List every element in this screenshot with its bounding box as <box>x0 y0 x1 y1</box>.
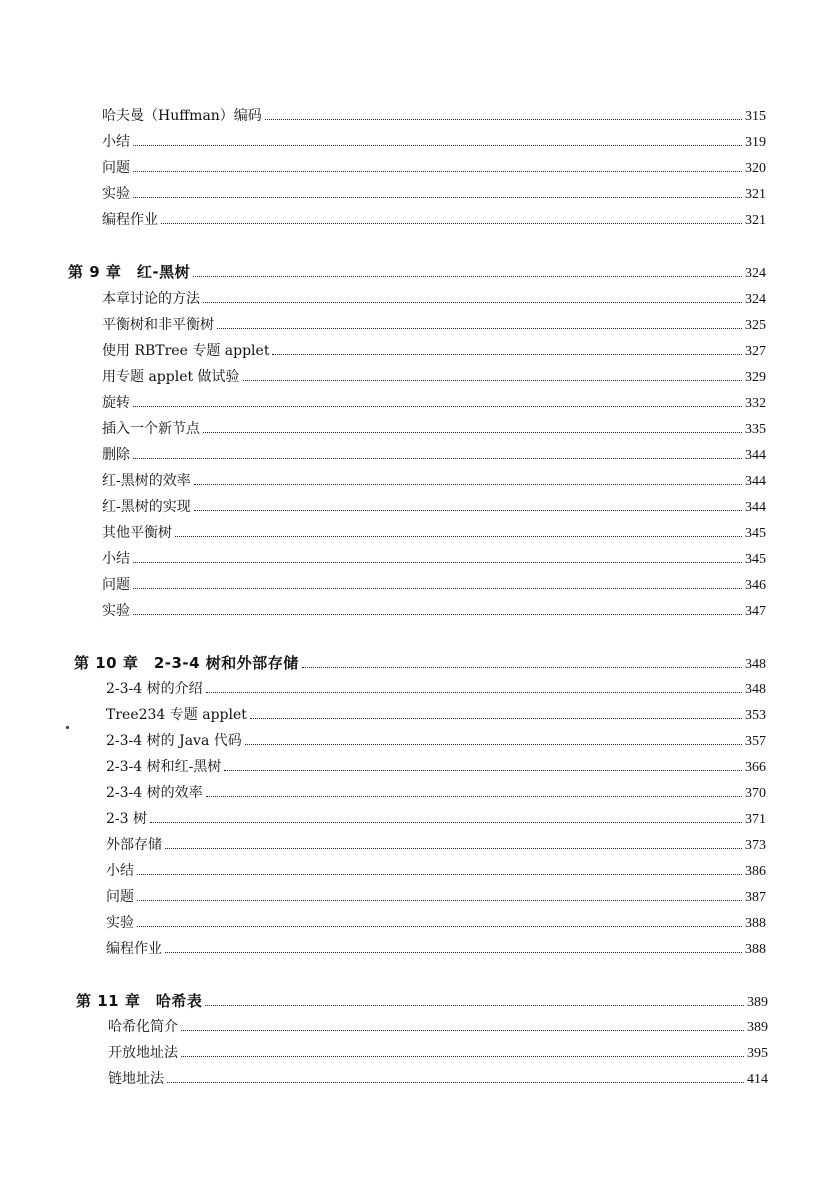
toc-entry <box>102 211 766 230</box>
toc-entry-title: 小结 <box>102 551 130 567</box>
dot-leader <box>133 562 742 563</box>
chapter-heading <box>76 992 768 1012</box>
toc-entry <box>102 107 766 126</box>
dot-leader <box>243 380 742 381</box>
toc-entry <box>102 472 766 491</box>
dot-leader <box>193 276 742 277</box>
toc-entry-title: 外部存储 <box>106 837 162 853</box>
dot-leader <box>250 718 742 719</box>
dot-leader <box>224 770 742 771</box>
toc-entry-title: 实验 <box>102 603 130 619</box>
toc-entry-title: 编程作业 <box>106 941 162 957</box>
toc-entry <box>108 1044 768 1063</box>
toc-entry-page: 395 <box>747 1046 768 1061</box>
dot-leader <box>133 145 742 146</box>
toc-entry-page: 366 <box>745 760 766 775</box>
toc-entry <box>106 758 766 777</box>
toc-entry-title: 2-3-4 树的 Java 代码 <box>106 733 242 749</box>
toc-entry-page: 321 <box>745 213 766 228</box>
toc-entry <box>106 732 766 751</box>
toc-entry-title: 旋转 <box>102 395 130 411</box>
dot-leader <box>167 1082 744 1083</box>
scan-speck <box>66 726 69 729</box>
dot-leader <box>302 667 742 668</box>
toc-entry <box>106 862 766 881</box>
toc-entry-page: 370 <box>745 786 766 801</box>
toc-entry-page: 357 <box>745 734 766 749</box>
dot-leader <box>133 406 742 407</box>
dot-leader <box>165 848 742 849</box>
toc-entry <box>106 836 766 855</box>
toc-entry-title: 问题 <box>102 577 130 593</box>
toc-entry-title: 删除 <box>102 447 130 463</box>
dot-leader <box>206 692 742 693</box>
toc-entry-page: 327 <box>745 344 766 359</box>
dot-leader <box>133 588 742 589</box>
toc-entry-title: 用专题 applet 做试验 <box>102 369 240 385</box>
dot-leader <box>206 796 742 797</box>
toc-entry <box>102 185 766 204</box>
chapter-page: 389 <box>747 995 768 1010</box>
toc-entry-page: 335 <box>745 422 766 437</box>
toc-entry-title: 其他平衡树 <box>102 525 172 541</box>
toc-entry-page: 345 <box>745 552 766 567</box>
dot-leader <box>203 432 742 433</box>
chapter-page: 348 <box>745 657 766 672</box>
toc-entry <box>102 290 766 309</box>
dot-leader <box>194 484 742 485</box>
toc-entry <box>102 394 766 413</box>
toc-entry-page: 388 <box>745 942 766 957</box>
toc-entry-page: 346 <box>745 578 766 593</box>
toc-entry-title: 插入一个新节点 <box>102 421 200 437</box>
toc-entry-page: 353 <box>745 708 766 723</box>
toc-entry <box>106 940 766 959</box>
dot-leader <box>181 1030 744 1031</box>
toc-entry-page: 315 <box>745 109 766 124</box>
toc-entry-page: 325 <box>745 318 766 333</box>
toc-entry-page: 344 <box>745 448 766 463</box>
toc-entry-title: 开放地址法 <box>108 1045 178 1061</box>
dot-leader <box>137 900 742 901</box>
chapter-title: 第 11 章 哈希表 <box>76 992 203 1010</box>
toc-entry-title: Tree234 专题 applet <box>106 707 247 723</box>
toc-entry-page: 348 <box>745 682 766 697</box>
toc-entry-page: 387 <box>745 890 766 905</box>
toc-entry-page: 332 <box>745 396 766 411</box>
toc-entry-title: 哈希化简介 <box>108 1019 178 1035</box>
toc-entry <box>106 914 766 933</box>
toc-entry-page: 324 <box>745 292 766 307</box>
dot-leader <box>137 874 742 875</box>
dot-leader <box>150 822 742 823</box>
toc-entry-page: 344 <box>745 474 766 489</box>
dot-leader <box>175 536 742 537</box>
toc-entry <box>102 420 766 439</box>
dot-leader <box>203 302 742 303</box>
chapter-title: 第 9 章 红-黑树 <box>68 263 191 281</box>
toc-entry-title: 2-3-4 树的效率 <box>106 785 203 801</box>
dot-leader <box>272 354 742 355</box>
dot-leader <box>133 458 742 459</box>
toc-entry-title: 实验 <box>102 186 130 202</box>
toc-entry-page: 371 <box>745 812 766 827</box>
toc-entry-title: 问题 <box>102 160 130 176</box>
toc-entry <box>108 1018 768 1037</box>
dot-leader <box>133 171 742 172</box>
toc-entry-title: 问题 <box>106 889 134 905</box>
dot-leader <box>165 952 742 953</box>
toc-entry <box>108 1070 768 1089</box>
dot-leader <box>133 614 742 615</box>
toc-entry-page: 347 <box>745 604 766 619</box>
dot-leader <box>194 510 742 511</box>
toc-entry <box>106 706 766 725</box>
toc-entry-page: 344 <box>745 500 766 515</box>
toc-entry-title: 本章讨论的方法 <box>102 291 200 307</box>
chapter-heading <box>74 654 766 674</box>
chapter-heading <box>68 263 766 283</box>
toc-entry <box>106 680 766 699</box>
toc-entry-page: 319 <box>745 135 766 150</box>
toc-entry-title: 实验 <box>106 915 134 931</box>
toc-entry-page: 320 <box>745 161 766 176</box>
dot-leader <box>161 223 742 224</box>
toc-entry-title: 编程作业 <box>102 212 158 228</box>
toc-entry <box>102 524 766 543</box>
toc-entry <box>102 576 766 595</box>
dot-leader <box>245 744 742 745</box>
toc-entry-page: 373 <box>745 838 766 853</box>
toc-entry-title: 2-3 树 <box>106 811 147 827</box>
toc-entry-title: 2-3-4 树和红-黑树 <box>106 759 222 775</box>
toc-entry <box>106 810 766 829</box>
toc-entry-page: 329 <box>745 370 766 385</box>
dot-leader <box>205 1005 744 1006</box>
toc-entry-title: 哈夫曼（Huffman）编码 <box>102 108 262 124</box>
toc-entry-title: 2-3-4 树的介绍 <box>106 681 203 697</box>
toc-entry <box>102 550 766 569</box>
dot-leader <box>133 197 742 198</box>
dot-leader <box>265 119 742 120</box>
toc-entry <box>106 784 766 803</box>
toc-entry <box>102 316 766 335</box>
toc-entry-title: 使用 RBTree 专题 applet <box>102 343 270 359</box>
toc-entry-title: 平衡树和非平衡树 <box>102 317 214 333</box>
toc-entry <box>102 342 766 361</box>
toc-entry-page: 345 <box>745 526 766 541</box>
dot-leader <box>181 1056 744 1057</box>
toc-entry-page: 414 <box>747 1072 768 1087</box>
toc-entry-page: 389 <box>747 1020 768 1035</box>
toc-entry <box>102 602 766 621</box>
toc-entry <box>102 159 766 178</box>
toc-entry-title: 小结 <box>102 134 130 150</box>
dot-leader <box>217 328 742 329</box>
toc-entry-title: 红-黑树的实现 <box>102 499 191 515</box>
toc-entry-page: 321 <box>745 187 766 202</box>
toc-entry-page: 386 <box>745 864 766 879</box>
toc-entry-page: 388 <box>745 916 766 931</box>
toc-entry-title: 红-黑树的效率 <box>102 473 191 489</box>
toc-entry-title: 小结 <box>106 863 134 879</box>
chapter-title: 第 10 章 2-3-4 树和外部存储 <box>74 654 299 672</box>
toc-entry-title: 链地址法 <box>108 1071 164 1087</box>
toc-entry <box>106 888 766 907</box>
toc-entry <box>102 446 766 465</box>
chapter-page: 324 <box>745 266 766 281</box>
dot-leader <box>137 926 742 927</box>
toc-entry <box>102 133 766 152</box>
toc-entry <box>102 498 766 517</box>
toc-entry <box>102 368 766 387</box>
